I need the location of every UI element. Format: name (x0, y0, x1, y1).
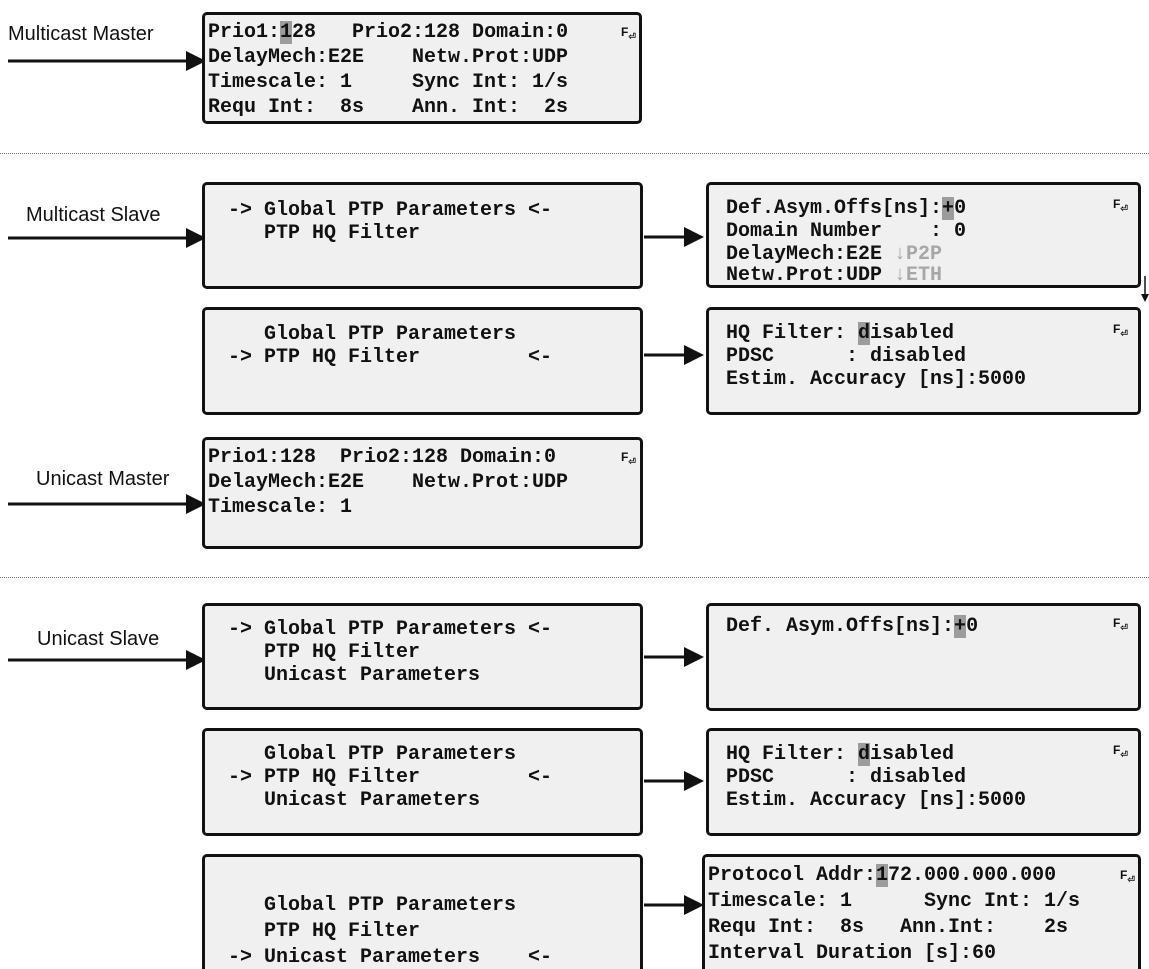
display-line: Estim. Accuracy [ns]:5000 (726, 368, 1027, 391)
menu-item-unicast-params: Unicast Parameters (228, 789, 481, 812)
right-arrow (644, 343, 706, 367)
label-unicast-master: Unicast Master (36, 468, 170, 490)
display-us-menu-unicast (202, 854, 643, 969)
right-arrow (8, 648, 208, 672)
display-line: HQ Filter: disabled (726, 322, 955, 345)
label-unicast-slave: Unicast Slave (37, 628, 160, 650)
enter-key-icon: $F_⏎$ (1113, 743, 1128, 760)
display-line: Prio1:128 Prio2:128 Domain:0 (208, 21, 569, 44)
display-line: Def. Asym.Offs[ns]:+0 (726, 615, 979, 638)
enter-key-icon: $F_⏎$ (1113, 322, 1128, 339)
section-separator (0, 153, 1149, 154)
label-multicast-slave: Multicast Slave (26, 204, 161, 226)
label-multicast-master: Multicast Master (8, 23, 154, 45)
enter-key-icon: $F_⏎$ (1113, 197, 1128, 214)
enter-key-icon: $F_⏎$ (621, 450, 636, 467)
display-line: Def.Asym.Offs[ns]:+0 (726, 197, 967, 220)
right-arrow (8, 492, 208, 516)
display-us-menu-hq (202, 728, 643, 836)
display-line: DelayMech:E2E Netw.Prot:UDP (208, 46, 569, 69)
display-line: Requ Int: 8s Ann.Int: 2s (708, 916, 1069, 939)
display-line: HQ Filter: disabled (726, 743, 955, 766)
display-line: Prio1:128 Prio2:128 Domain:0 (208, 446, 557, 469)
menu-item-unicast-params: Unicast Parameters (228, 664, 481, 687)
enter-key-icon: $F_⏎$ (1120, 868, 1135, 885)
display-line: Timescale: 1 Sync Int: 1/s (208, 71, 569, 94)
menu-item-hq-filter: -> PTP HQ Filter <- (228, 766, 553, 789)
menu-item-hq-filter: PTP HQ Filter (228, 641, 421, 664)
right-arrow (644, 893, 706, 917)
menu-item-global-ptp: Global PTP Parameters (228, 743, 517, 766)
display-ms-menu-hq (202, 307, 643, 415)
right-arrow (644, 769, 706, 793)
display-unicast-master (202, 437, 643, 549)
menu-item-unicast-params: -> Unicast Parameters <- (228, 946, 553, 969)
section-separator (0, 577, 1149, 578)
display-line: Protocol Addr:172.000.000.000 (708, 864, 1057, 887)
display-line: PDSC : disabled (726, 766, 967, 789)
display-ms-detail-global (706, 182, 1141, 288)
enter-key-icon: $F_⏎$ (621, 25, 636, 42)
display-line: Domain Number : 0 (726, 220, 967, 243)
scroll-down-arrow (1141, 276, 1149, 302)
display-line: PDSC : disabled (726, 345, 967, 368)
display-line: Estim. Accuracy [ns]:5000 (726, 789, 1027, 812)
display-us-detail-hq (706, 728, 1141, 836)
menu-item-hq-filter: PTP HQ Filter (228, 920, 421, 943)
display-line: DelayMech:E2E ↓P2P (726, 243, 943, 266)
down-arrow-icon: ↓ (894, 264, 907, 287)
display-line: Timescale: 1 Sync Int: 1/s (708, 890, 1081, 913)
display-ms-menu-global (202, 182, 643, 289)
right-arrow (644, 645, 706, 669)
display-ms-detail-hq (706, 307, 1141, 415)
menu-item-global-ptp: Global PTP Parameters (228, 894, 517, 917)
display-multicast-master (202, 12, 642, 124)
display-line: Interval Duration [s]:60 (708, 942, 997, 965)
menu-item-hq-filter: PTP HQ Filter (228, 222, 421, 245)
display-us-detail-unicast (702, 854, 1141, 969)
menu-item-global-ptp: Global PTP Parameters (228, 323, 517, 346)
right-arrow (8, 49, 208, 73)
right-arrow (644, 225, 706, 249)
down-arrow-icon: ↓ (894, 243, 907, 266)
display-line: Requ Int: 8s Ann. Int: 2s (208, 96, 569, 119)
display-line: Netw.Prot:UDP ↓ETH (726, 264, 943, 287)
menu-item-global-ptp: -> Global PTP Parameters <- (228, 199, 553, 222)
menu-item-hq-filter: -> PTP HQ Filter <- (228, 346, 553, 369)
display-line: Timescale: 1 (208, 496, 353, 519)
display-us-detail-global (706, 603, 1141, 711)
display-line: DelayMech:E2E Netw.Prot:UDP (208, 471, 569, 494)
enter-key-icon: $F_⏎$ (1113, 616, 1128, 633)
menu-item-global-ptp: -> Global PTP Parameters <- (228, 618, 553, 641)
right-arrow (8, 226, 208, 250)
display-us-menu-global (202, 603, 643, 710)
